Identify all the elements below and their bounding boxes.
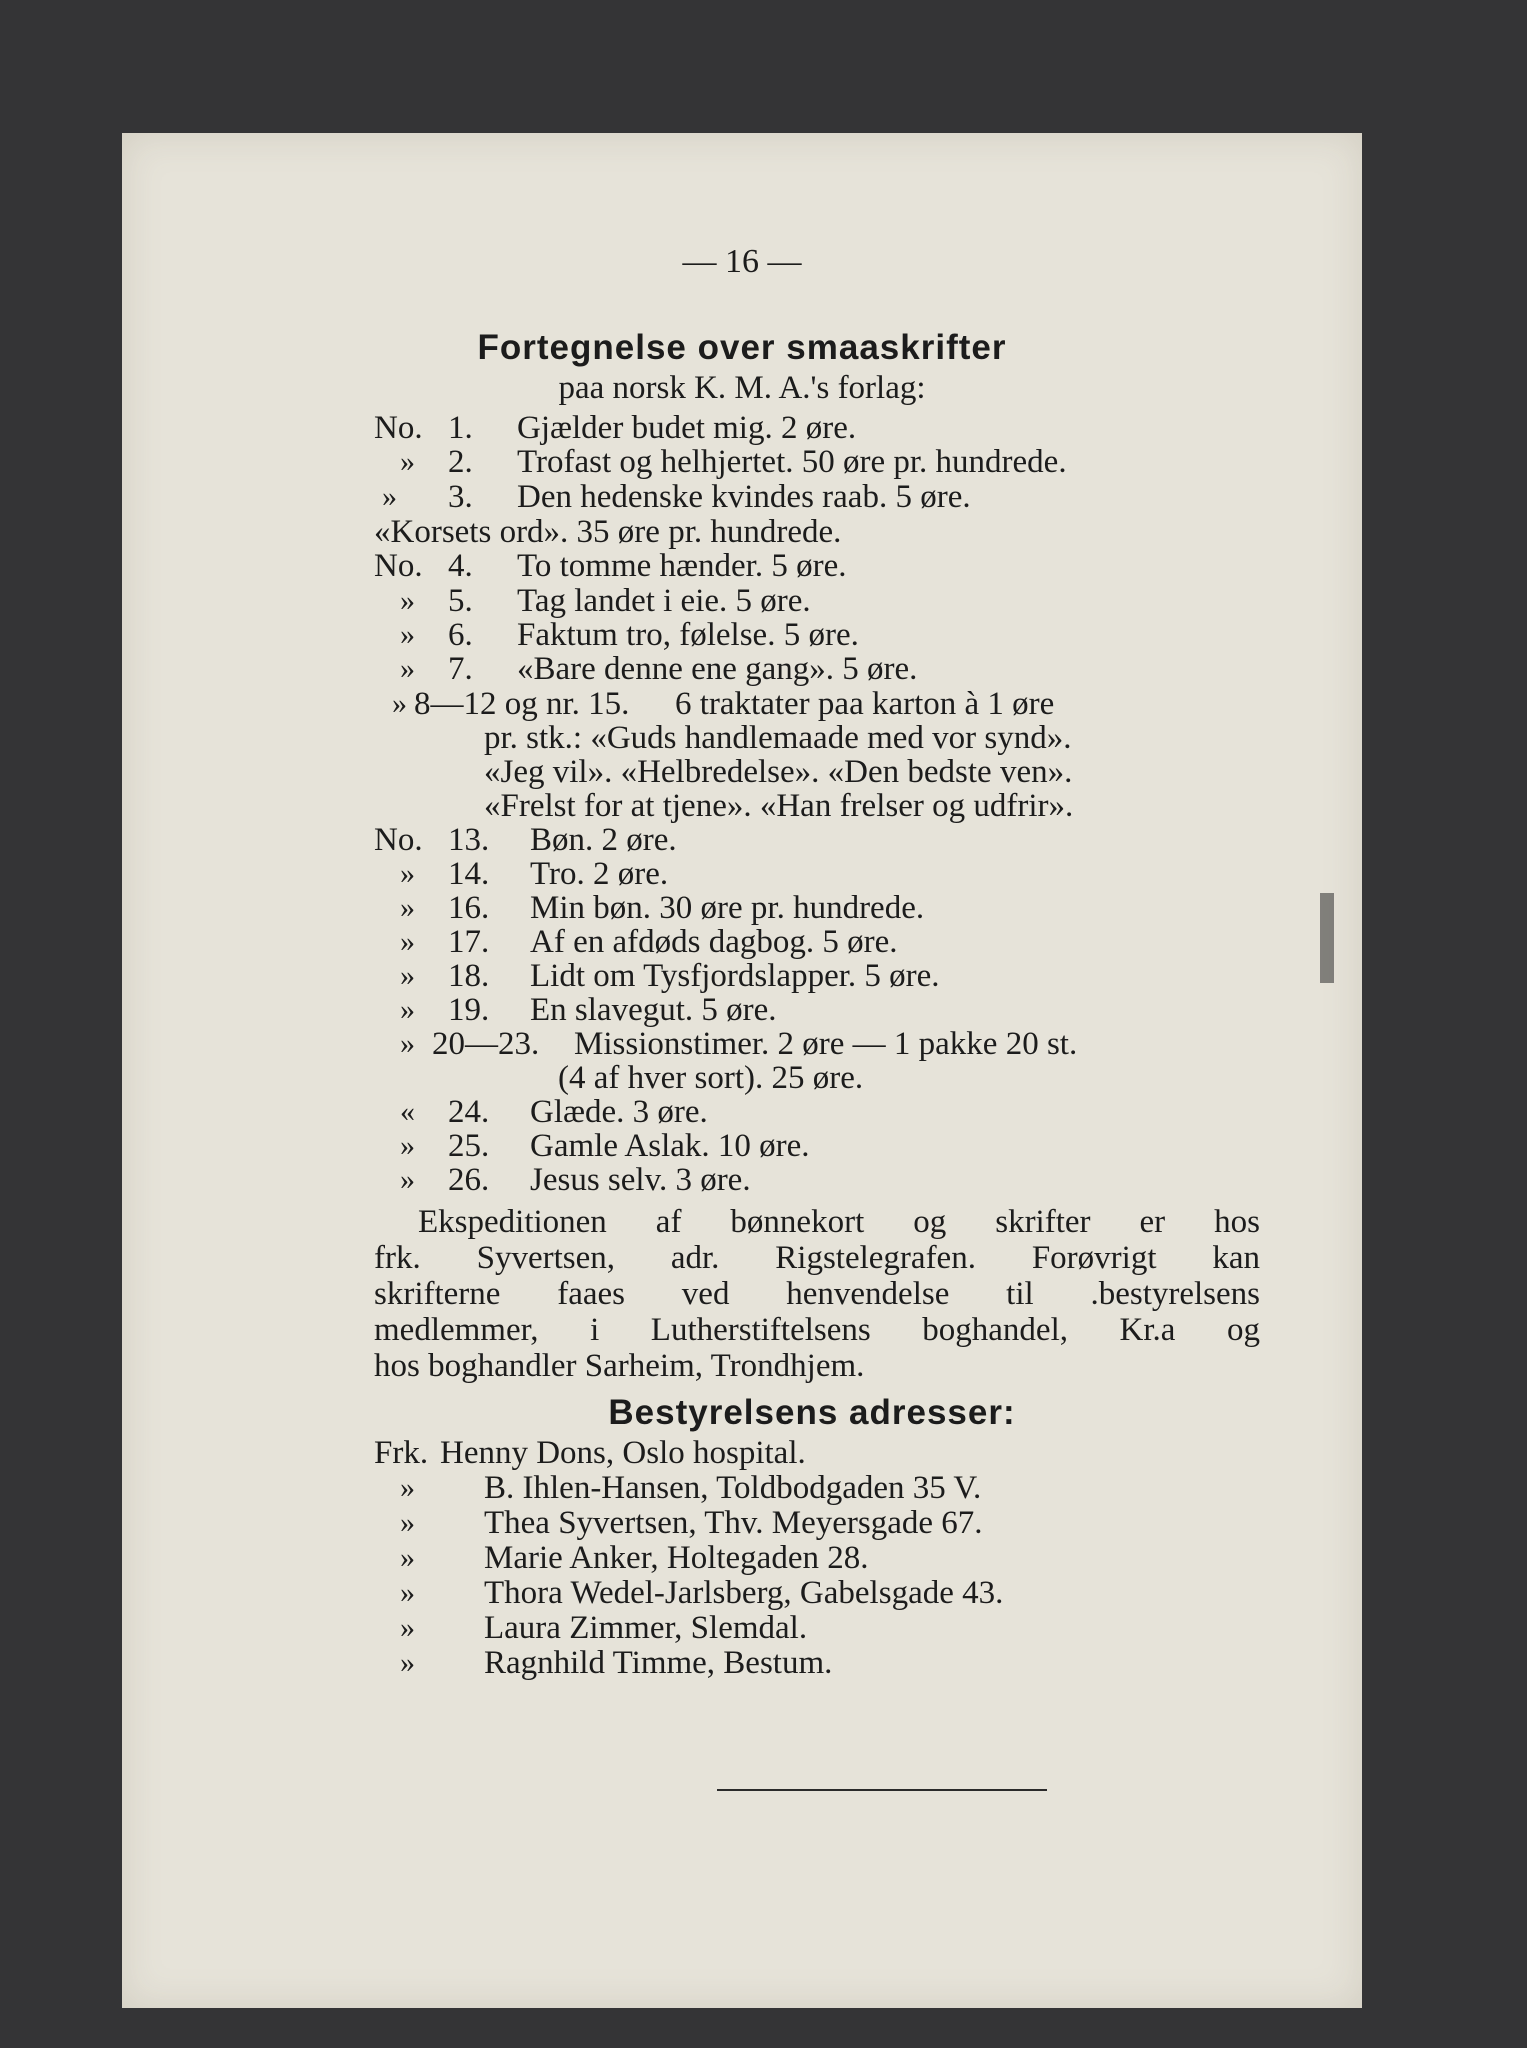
paragraph-line: medlemmer, i Lutherstiftelsens boghandel, Kr.a og — [374, 1312, 1260, 1348]
item-number: 2. — [448, 444, 473, 480]
item-number: 1. — [448, 410, 473, 446]
item-prefix: No. — [374, 410, 423, 446]
item-number: 26. — [448, 1162, 490, 1198]
item-text: «Korsets ord». 35 øre pr. hundrede. — [374, 514, 842, 550]
item-text: Faktum tro, følelse. 5 øre. — [517, 617, 859, 653]
item-number: 24. — [448, 1094, 490, 1130]
item-number: 17. — [448, 924, 490, 960]
item-prefix: » — [400, 891, 415, 924]
item-number: 16. — [448, 890, 490, 926]
item-number: 25. — [448, 1128, 490, 1164]
item-prefix: » — [400, 1027, 415, 1060]
item-prefix: » — [400, 959, 415, 992]
item-text: 6 traktater paa karton à 1 øre — [675, 686, 1055, 722]
item-prefix: » — [400, 584, 415, 617]
list-subheading: paa norsk K. M. A.'s forlag: — [558, 370, 926, 406]
address-text: Ragnhild Timme, Bestum. — [484, 1645, 833, 1681]
item-prefix: » — [400, 857, 415, 890]
item-prefix: » — [400, 652, 415, 685]
item-prefix: » — [400, 445, 415, 478]
item-number: 20—23. — [432, 1026, 540, 1062]
page-content — [122, 133, 1362, 2008]
item-prefix: » — [400, 1163, 415, 1196]
item-text: (4 af hver sort). 25 øre. — [558, 1060, 864, 1096]
item-text: Tro. 2 øre. — [530, 856, 669, 892]
item-text: Tag landet i eie. 5 øre. — [517, 583, 811, 619]
item-number: 3. — [448, 479, 473, 515]
item-text: Min bøn. 30 øre pr. hundrede. — [530, 890, 925, 926]
paragraph-line: skrifterne faaes ved henvendelse til .bestyrelsens — [374, 1276, 1260, 1312]
item-text: Af en afdøds dagbog. 5 øre. — [530, 924, 898, 960]
item-prefix: » — [400, 993, 415, 1026]
address-prefix: » — [400, 1541, 415, 1574]
item-prefix: » — [400, 925, 415, 958]
item-number: 4. — [448, 548, 473, 584]
item-text: Gamle Aslak. 10 øre. — [530, 1128, 810, 1164]
address-text: B. Ihlen-Hansen, Toldbodgaden 35 V. — [484, 1470, 982, 1506]
item-text: Jesus selv. 3 øre. — [530, 1162, 751, 1198]
item-text: pr. stk.: «Guds handlemaade med vor synd». — [484, 720, 1072, 756]
item-text: En slavegut. 5 øre. — [530, 992, 777, 1028]
address-prefix: » — [400, 1506, 415, 1539]
address-prefix: » — [400, 1646, 415, 1679]
paragraph-line: hos boghandler Sarheim, Trondhjem. — [374, 1348, 865, 1384]
item-prefix: » — [400, 618, 415, 651]
item-number: 19. — [448, 992, 490, 1028]
item-number: 18. — [448, 958, 490, 994]
item-text: Lidt om Tysfjordslapper. 5 øre. — [530, 958, 940, 994]
address-text: Marie Anker, Holtegaden 28. — [484, 1540, 869, 1576]
item-number: 14. — [448, 856, 490, 892]
address-prefix: » — [400, 1471, 415, 1504]
page-number: — 16 — — [682, 243, 802, 280]
item-text: Den hedenske kvindes raab. 5 øre. — [517, 479, 971, 515]
item-prefix: » — [400, 1129, 415, 1162]
list-heading: Fortegnelse over smaaskrifter — [477, 328, 1007, 367]
address-prefix: » — [400, 1611, 415, 1644]
item-number: 8—12 og nr. 15. — [414, 686, 630, 722]
item-prefix: « — [400, 1095, 415, 1128]
book-page — [122, 133, 1362, 2008]
address-prefix: Frk. — [374, 1435, 429, 1471]
item-number: 7. — [448, 651, 473, 687]
item-text: Missionstimer. 2 øre — 1 pakke 20 st. — [574, 1026, 1078, 1062]
item-prefix: » — [392, 687, 407, 720]
item-text: Glæde. 3 øre. — [530, 1094, 708, 1130]
item-number: 13. — [448, 822, 490, 858]
address-text: Henny Dons, Oslo hospital. — [440, 1435, 806, 1471]
item-text: Gjælder budet mig. 2 øre. — [517, 410, 857, 446]
addresses-heading: Bestyrelsens adresser: — [608, 1393, 1016, 1432]
item-text: Bøn. 2 øre. — [530, 822, 677, 858]
address-text: Laura Zimmer, Slemdal. — [484, 1610, 808, 1646]
closing-rule — [717, 1789, 1047, 1791]
item-text: «Frelst for at tjene». «Han frelser og udfrir». — [484, 788, 1074, 824]
item-prefix: » — [382, 480, 397, 513]
paragraph-line: Ekspeditionen af bønnekort og skrifter er hos — [418, 1204, 1260, 1240]
item-text: To tomme hænder. 5 øre. — [517, 548, 847, 584]
edge-mark — [1320, 893, 1334, 983]
item-prefix: No. — [374, 548, 423, 584]
item-number: 6. — [448, 617, 473, 653]
address-text: Thea Syvertsen, Thv. Meyersgade 67. — [484, 1505, 983, 1541]
item-number: 5. — [448, 583, 473, 619]
item-text: «Bare denne ene gang». 5 øre. — [517, 651, 918, 687]
item-prefix: No. — [374, 822, 423, 858]
paragraph-line: frk. Syvertsen, adr. Rigstelegrafen. Forøvrigt kan — [374, 1240, 1260, 1276]
address-prefix: » — [400, 1576, 415, 1609]
item-text: Trofast og helhjertet. 50 øre pr. hundrede. — [517, 444, 1067, 480]
item-text: «Jeg vil». «Helbredelse». «Den bedste ven». — [484, 754, 1073, 790]
address-text: Thora Wedel-Jarlsberg, Gabelsgade 43. — [484, 1575, 1004, 1611]
